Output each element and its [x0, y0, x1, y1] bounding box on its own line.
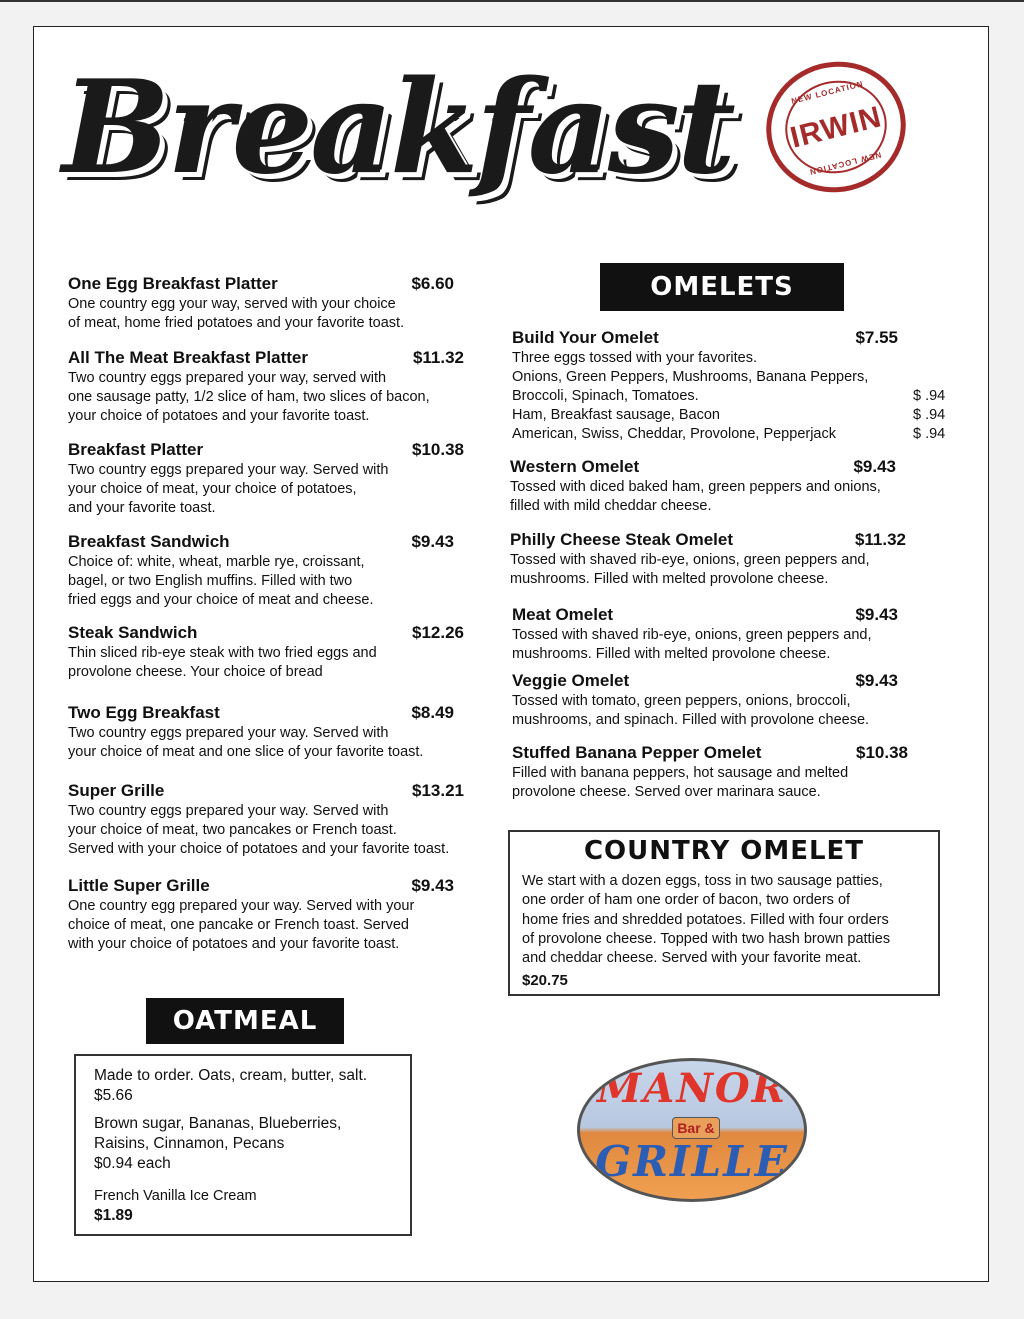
desc-line: provolone cheese. Your choice of bread	[68, 664, 323, 680]
item-description	[68, 369, 464, 426]
menu-item	[68, 274, 454, 333]
oatmeal-price: $1.89	[94, 1207, 133, 1224]
country-omelet-box	[508, 830, 940, 996]
desc-line: provolone cheese. Served over marinara sauce.	[512, 784, 821, 800]
menu-item	[68, 876, 454, 954]
desc-line: We start with a dozen eggs, toss in two sausage patties,	[522, 873, 883, 889]
item-name: Stuffed Banana Pepper Omelet	[512, 743, 762, 762]
desc-line: Two country eggs prepared your way. Served with	[68, 803, 389, 819]
desc-line: of meat, home fried potatoes and your favorite toast.	[68, 315, 405, 331]
item-description	[510, 478, 930, 516]
item-description	[68, 897, 454, 954]
item-description	[512, 764, 932, 802]
menu-item	[68, 623, 464, 682]
menu-item	[68, 348, 464, 426]
menu-item	[510, 457, 896, 516]
desc-line: Served with your choice of potatoes and your favorite toast.	[68, 841, 450, 857]
oatmeal-price: $5.66	[94, 1087, 133, 1104]
logo-top-word: MANOR	[597, 1065, 787, 1112]
desc-line: home fries and shredded potatoes. Filled with four orders	[522, 911, 889, 928]
country-omelet-description	[522, 872, 934, 968]
desc-line: bagel, or two English muffins. Filled with two	[68, 573, 353, 589]
item-price: $11.32	[412, 348, 464, 367]
logo-middle-word: Bar &	[672, 1117, 720, 1139]
desc-line: American, Swiss, Cheddar, Provolone, Pepperjack	[512, 426, 836, 442]
country-omelet-title: COUNTRY OMELET	[583, 836, 865, 866]
desc-line: with your choice of potatoes and your favorite toast.	[68, 936, 400, 952]
item-description	[510, 551, 930, 589]
desc-line: One country egg your way, served with your choice	[68, 296, 396, 312]
item-description	[512, 349, 912, 444]
menu-item	[510, 530, 906, 589]
stamp-word: IRWIN	[787, 100, 886, 155]
omelets-banner: OMELETS	[600, 263, 844, 311]
item-price: $9.43	[855, 671, 898, 690]
menu-item	[68, 703, 454, 762]
desc-line: filled with mild cheddar cheese.	[510, 498, 712, 514]
desc-line: your choice of meat and one slice of your favorite toast.	[68, 744, 424, 760]
item-name: Two Egg Breakfast	[68, 703, 220, 722]
item-name: Breakfast Platter	[68, 440, 204, 459]
desc-line: Ham, Breakfast sausage, Bacon	[512, 407, 720, 423]
addon-price: $ .94	[913, 426, 946, 442]
oatmeal-banner: OATMEAL	[146, 998, 344, 1044]
desc-line: choice of meat, one pancake or French toast. Served	[68, 917, 409, 933]
desc-line: Filled with banana peppers, hot sausage and melted	[512, 765, 849, 781]
desc-line: Two country eggs prepared your way. Served with	[68, 725, 389, 741]
menu-item	[68, 532, 454, 610]
item-name: Breakfast Sandwich	[68, 532, 230, 551]
desc-line: fried eggs and your choice of meat and cheese.	[68, 592, 374, 608]
item-price: $10.38	[412, 440, 464, 459]
item-description	[68, 461, 464, 518]
menu-item	[512, 743, 908, 802]
item-description	[68, 724, 454, 762]
desc-line: One country egg prepared your way. Served with your	[68, 898, 415, 914]
menu-title: Breakfast	[62, 53, 733, 203]
desc-line: Two country eggs prepared your way, served with	[68, 370, 387, 386]
desc-line: mushrooms. Filled with melted provolone cheese.	[510, 571, 829, 587]
desc-line: mushrooms, and spinach. Filled with provolone cheese.	[512, 712, 870, 728]
desc-line: and cheddar cheese. Served with your favorite meat.	[522, 950, 862, 967]
item-price: $9.43	[855, 605, 898, 624]
desc-line: Three eggs tossed with your favorites.	[512, 350, 758, 366]
stamp-tag-bottom: NEW LOCATION	[808, 150, 883, 177]
item-price: $12.26	[412, 623, 464, 642]
menu-item	[68, 440, 464, 518]
addon-price: $ .94	[913, 407, 946, 423]
desc-line: your choice of meat, two pancakes or French toast.	[68, 822, 397, 838]
addon-price: $ .94	[913, 388, 946, 404]
desc-line: Tossed with shaved rib-eye, onions, green peppers and,	[510, 552, 870, 568]
desc-line: Choice of: white, wheat, marble rye, croissant,	[68, 554, 365, 570]
menu-item	[512, 328, 898, 444]
desc-line: Two country eggs prepared your way. Served with	[68, 462, 389, 478]
oatmeal-line: Raisins, Cinnamon, Pecans	[94, 1135, 285, 1152]
item-price: $13.21	[412, 781, 464, 800]
desc-line: mushrooms. Filled with melted provolone cheese.	[512, 646, 831, 662]
top-border	[0, 0, 1024, 2]
desc-line: of provolone cheese. Topped with two hash brown patties	[522, 930, 891, 947]
item-name: Super Grille	[68, 781, 165, 800]
item-name: One Egg Breakfast Platter	[68, 274, 278, 293]
desc-line: one order of ham one order of bacon, two orders of	[522, 892, 851, 909]
item-description	[68, 553, 454, 610]
item-name: Western Omelet	[510, 457, 640, 476]
desc-line: Onions, Green Peppers, Mushrooms, Banana Peppers,	[512, 369, 869, 385]
item-price: $8.49	[411, 703, 454, 722]
item-price: $9.43	[853, 457, 896, 476]
menu-item	[68, 781, 464, 859]
oatmeal-box	[74, 1054, 412, 1236]
oatmeal-line: Made to order. Oats, cream, butter, salt.	[94, 1067, 368, 1084]
item-name: All The Meat Breakfast Platter	[68, 348, 308, 367]
desc-line: one sausage patty, 1/2 slice of ham, two slices of bacon,	[68, 389, 430, 405]
restaurant-logo	[577, 1058, 807, 1202]
item-price: $10.38	[856, 743, 908, 762]
item-price: $9.43	[411, 876, 454, 895]
item-price: $11.32	[854, 530, 906, 549]
oatmeal-line: Brown sugar, Bananas, Blueberries,	[94, 1115, 342, 1132]
desc-line: Tossed with diced baked ham, green peppers and onions,	[510, 479, 881, 495]
desc-line: your choice of potatoes and your favorite toast.	[68, 408, 370, 424]
item-name: Steak Sandwich	[68, 623, 198, 642]
item-name: Philly Cheese Steak Omelet	[510, 530, 733, 549]
item-name: Veggie Omelet	[512, 671, 630, 690]
menu-item	[512, 605, 898, 664]
item-description	[68, 802, 500, 859]
stamp-tag-top: NEW LOCATION	[790, 79, 865, 106]
logo-bottom-word: GRILLE	[595, 1137, 789, 1186]
oatmeal-price: $0.94 each	[94, 1155, 171, 1172]
desc-line: and your favorite toast.	[68, 500, 216, 516]
item-description	[68, 644, 464, 682]
item-price: $7.55	[855, 328, 898, 347]
desc-line: Thin sliced rib-eye steak with two fried eggs and	[68, 645, 377, 661]
desc-line: Broccoli, Spinach, Tomatoes.	[512, 388, 699, 404]
desc-line: your choice of meat, your choice of potatoes,	[68, 481, 357, 497]
country-omelet-price: $20.75	[522, 972, 568, 989]
item-name: Meat Omelet	[512, 605, 614, 624]
oatmeal-line: French Vanilla Ice Cream	[94, 1188, 257, 1204]
item-name: Build Your Omelet	[512, 328, 659, 347]
menu-item	[512, 671, 898, 730]
item-price: $6.60	[411, 274, 454, 293]
desc-line: Tossed with shaved rib-eye, onions, green peppers and,	[512, 627, 872, 643]
item-price: $9.43	[411, 532, 454, 551]
item-description	[68, 295, 454, 333]
item-description	[512, 626, 932, 664]
item-description	[512, 692, 932, 730]
desc-line: Tossed with tomato, green peppers, onions, broccoli,	[512, 693, 851, 709]
item-name: Little Super Grille	[68, 876, 210, 895]
